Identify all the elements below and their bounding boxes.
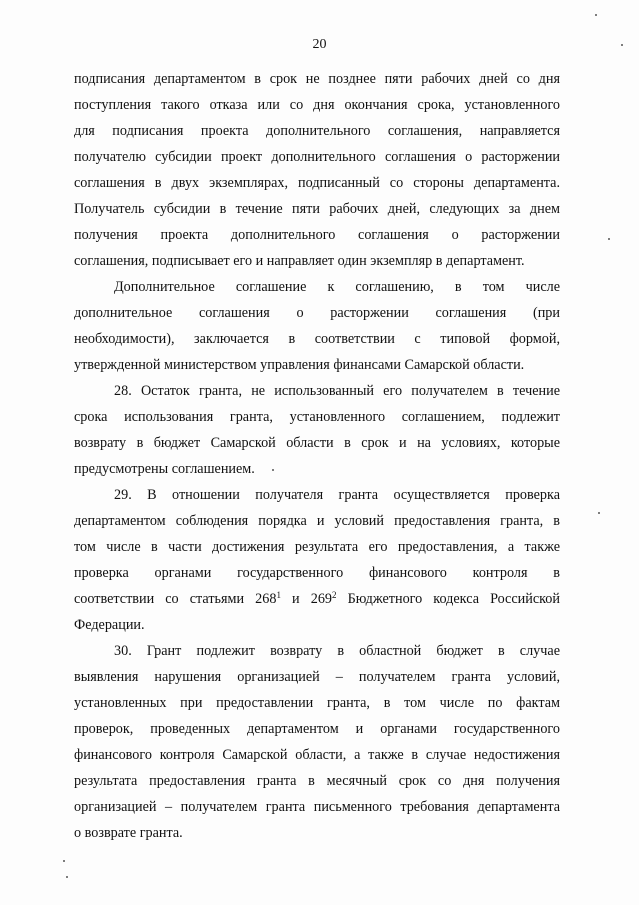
text-line: возврату в бюджет Самарской области в срок и на условиях, которые (74, 435, 560, 451)
text-line: 28. Остаток гранта, не использованный его получателем в течение (114, 383, 560, 399)
text-line: организацией – получателем гранта письменного требования департамента (74, 799, 560, 815)
text-segment: соответствии со статьями 268 (74, 591, 277, 607)
text-line: проверок, проведенных департаментом и органами государственного (74, 721, 560, 737)
text-segment: и 269 (280, 591, 333, 607)
text-line: необходимости), заключается в соответствии с типовой формой, (74, 331, 560, 347)
scan-speck (272, 469, 274, 471)
text-line (74, 586, 560, 612)
paragraph-30 (74, 638, 560, 846)
paragraph-continuation (74, 66, 560, 274)
text-segment: Бюджетного кодекса Российской (336, 591, 560, 607)
text-block-item-30 (74, 638, 560, 846)
text-line: дополнительное соглашения о расторжении соглашения (при (74, 305, 560, 321)
text-line: для подписания проекта дополнительного соглашения, направляется (74, 123, 560, 139)
text-line: том числе в части достижения результата его предоставления, а также (74, 539, 560, 555)
text-line: проверка органами государственного финансового контроля в (74, 565, 560, 581)
text-line: Дополнительное соглашение к соглашению, в том числе (114, 279, 560, 295)
text-line: 29. В отношении получателя гранта осуществляется проверка (114, 487, 560, 503)
text-line: результата предоставления гранта в месячный срок со дня получения (74, 773, 560, 789)
text-line: подписания департаментом в срок не позднее пяти рабочих дней со дня (74, 71, 560, 87)
scan-speck (595, 14, 597, 16)
text-line: предусмотрены соглашением. (74, 461, 255, 477)
text-line: соглашения в двух экземплярах, подписанный со стороны департамента. (74, 175, 560, 191)
text-line: Получатель субсидии в течение пяти рабочих дней, следующих за днем (74, 201, 560, 217)
text-block-additional-agreement (74, 274, 560, 378)
text-line: 30. Грант подлежит возврату в областной бюджет в случае (114, 643, 560, 659)
text-line: соглашения, подписывает его и направляет один экземпляр в департамент. (74, 253, 525, 269)
paragraph-additional-agreement (74, 274, 560, 378)
page-number: 20 (312, 37, 327, 52)
text-line: Федерации. (74, 617, 145, 633)
text-line: выявления нарушения организацией – получателем гранта условий, (74, 669, 560, 685)
text-block-item-28 (74, 378, 560, 482)
text-line: срока использования гранта, установленного соглашением, подлежит (74, 409, 560, 425)
scan-speck (63, 860, 65, 862)
text-line: утвержденной министерством управления финансами Самарской области. (74, 357, 525, 373)
superscript-index: 2 (332, 590, 337, 600)
paragraph-29 (74, 482, 560, 638)
scan-speck (608, 238, 610, 240)
text-block-item-29 (74, 482, 560, 638)
scan-speck (598, 512, 600, 514)
text-line: о возврате гранта. (74, 825, 183, 841)
text-line: поступления такого отказа или со дня окончания срока, установленного (74, 97, 560, 113)
text-line: финансового контроля Самарской области, а также в случае недостижения (74, 747, 560, 763)
text-line: получения проекта дополнительного соглашения о расторжении (74, 227, 560, 243)
text-block-top (74, 66, 560, 274)
text-line: получателю субсидии проект дополнительного соглашения о расторжении (74, 149, 560, 165)
text-line: департаментом соблюдения порядка и условий предоставления гранта, в (74, 513, 560, 529)
paragraph-28 (74, 378, 560, 482)
scan-speck (621, 44, 623, 46)
text-line: установленных при предоставлении гранта, в том числе по фактам (74, 695, 560, 711)
superscript-index: 1 (276, 590, 281, 600)
scan-speck (66, 876, 68, 878)
